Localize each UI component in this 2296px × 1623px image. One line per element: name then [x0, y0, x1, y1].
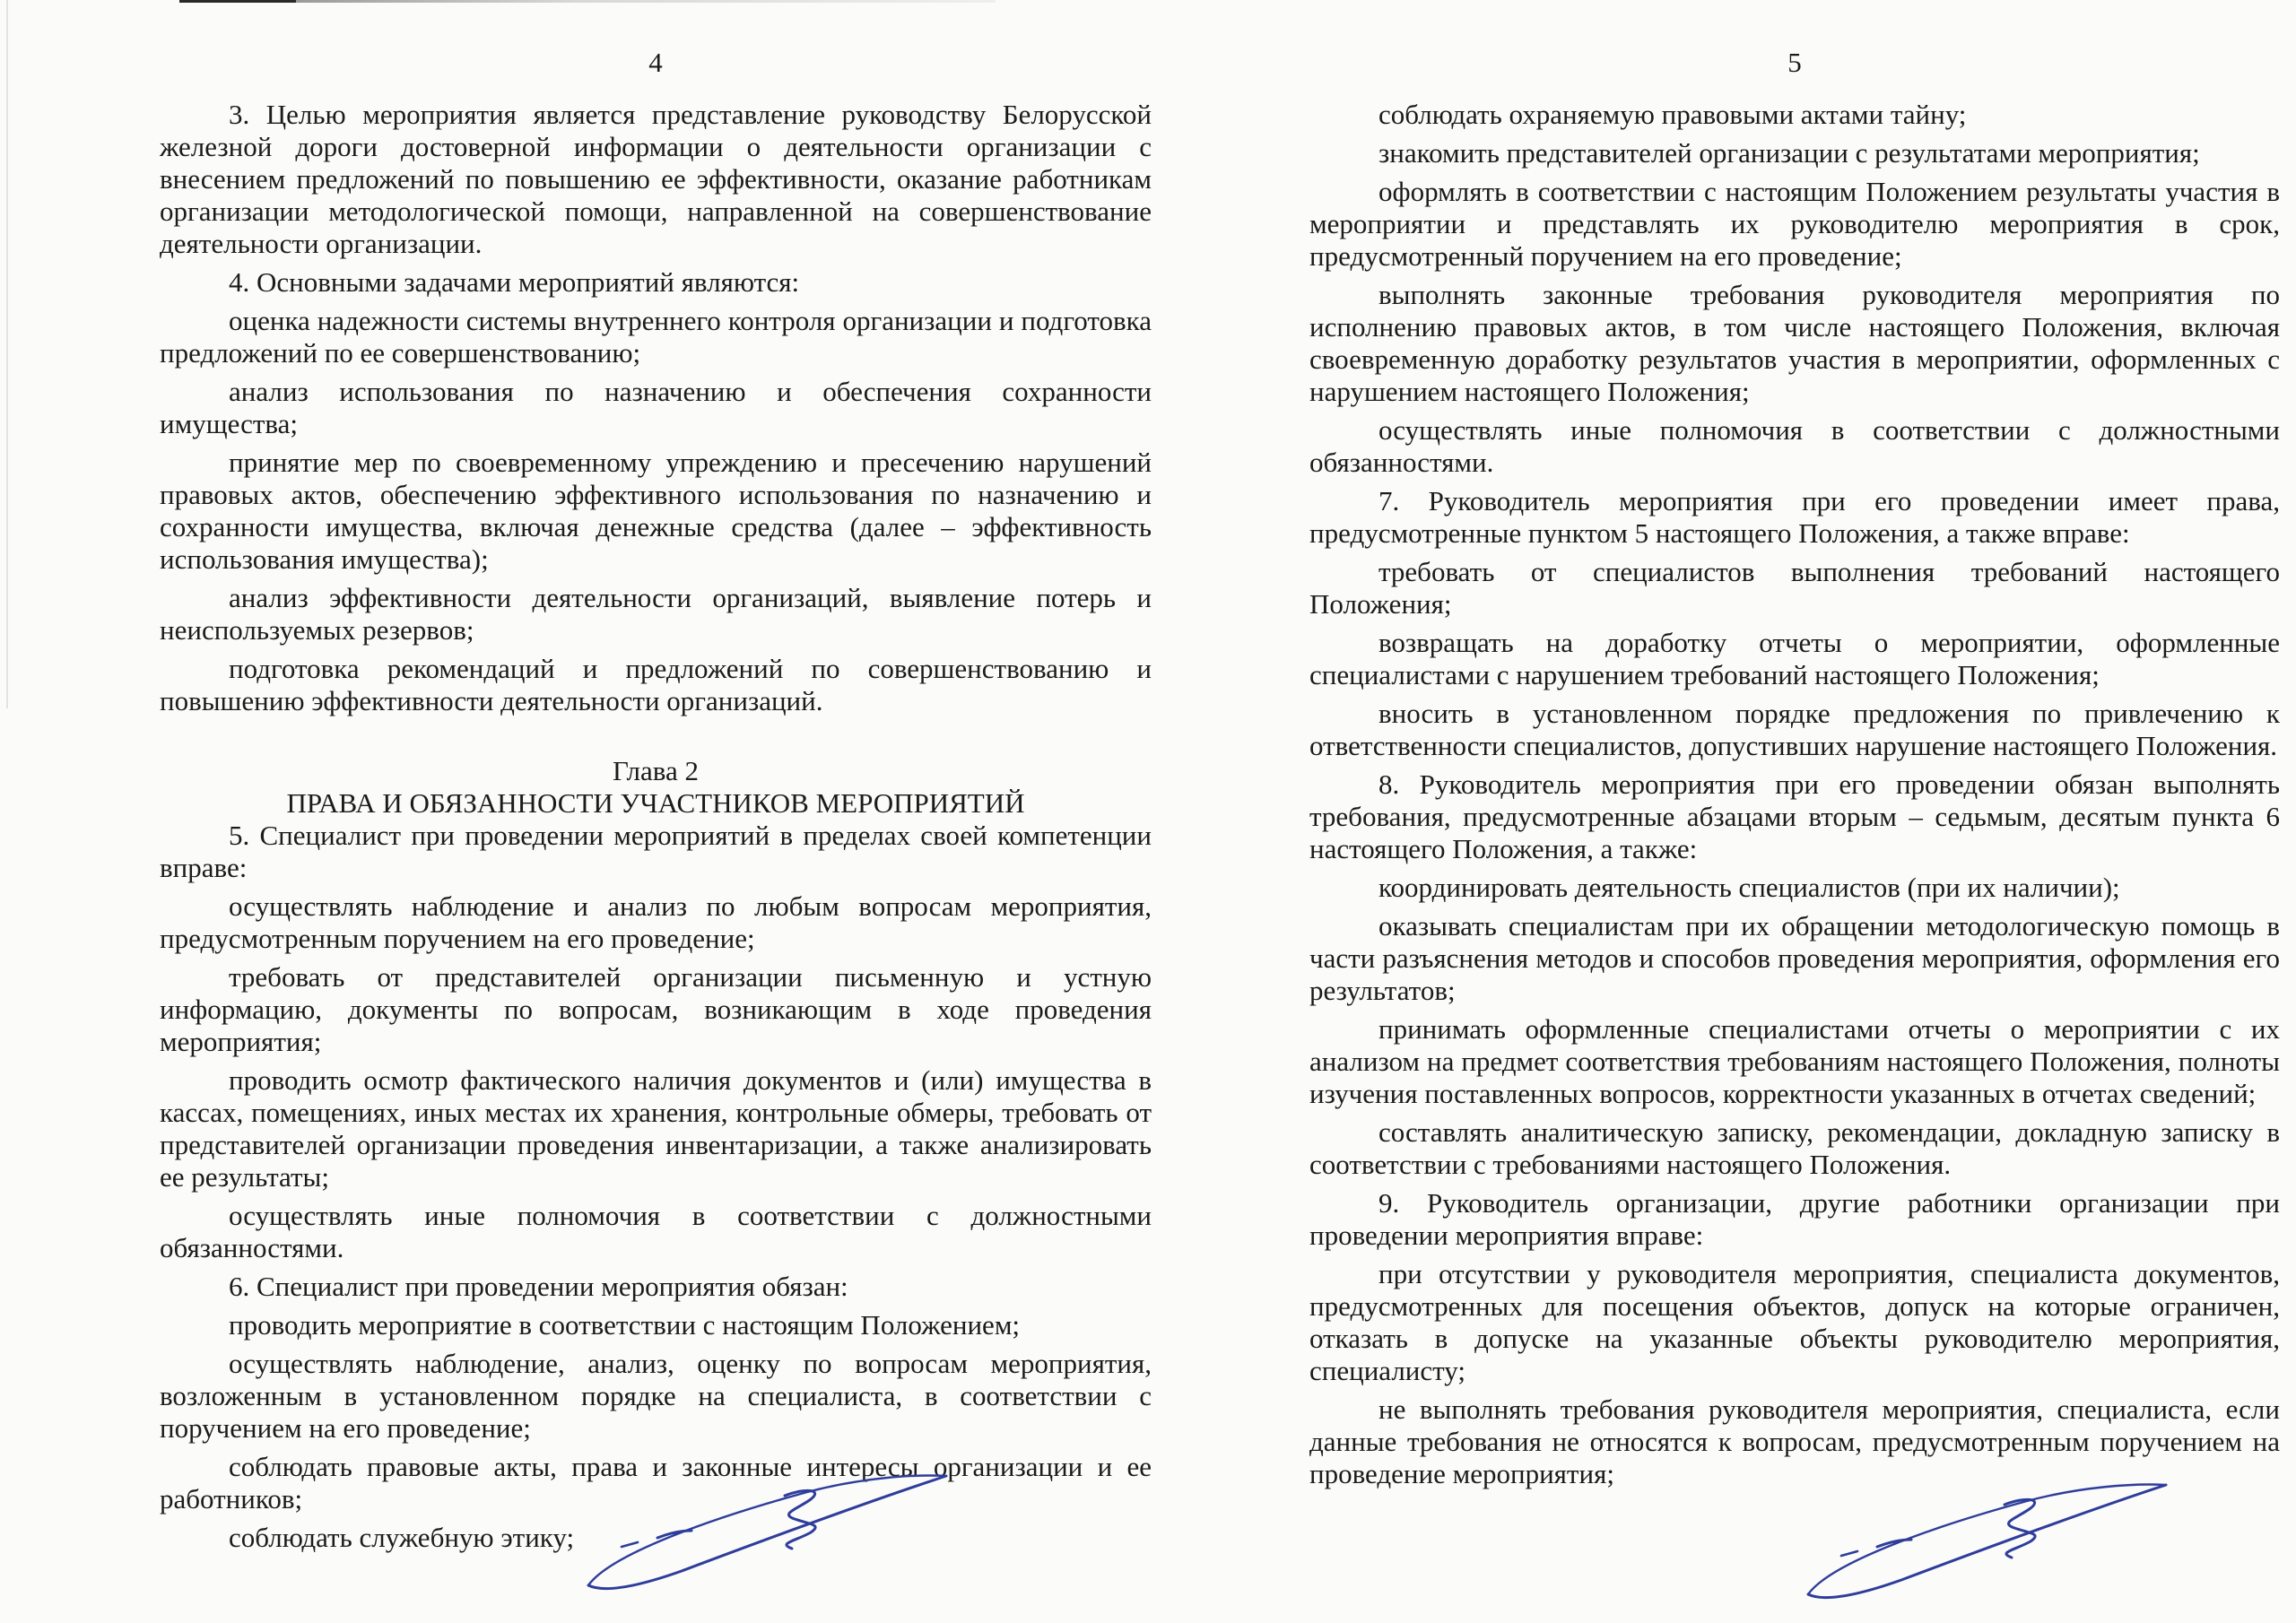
paragraph: требовать от представителей организации письменную и устную информацию, документы по вопросам, возникающим в ходе проведения мероприятия;	[160, 961, 1152, 1057]
paragraph: 3. Целью мероприятия является представление руководству Белорусской железной дороги достоверной информации о деятельности организации с внесением предложений по повышению ее эффективности, оказание работникам организации методологической помощи, направленной на совершенствование деятельности организации.	[160, 99, 1152, 259]
paragraph: 5. Специалист при проведении мероприятий в пределах своей компетенции вправе:	[160, 820, 1152, 883]
paragraph: принятие мер по своевременному упреждению и пресечению нарушений правовых актов, обеспечению эффективного использования по назначению и сохранности имущества, включая денежные средства (далее – эффективность использования имущества);	[160, 447, 1152, 575]
paragraph: оформлять в соответствии с настоящим Положением результаты участия в мероприятии и представлять их руководителю мероприятия в срок, предусмотренный поручением на его проведение;	[1309, 176, 2280, 272]
paragraph: осуществлять наблюдение, анализ, оценку по вопросам мероприятия, возложенным в установленном порядке на специалиста, в соответствии с поручением на его проведение;	[160, 1348, 1152, 1444]
paragraph: выполнять законные требования руководителя мероприятия по исполнению правовых актов, в том числе настоящего Положения, включая своевременную доработку результатов участия в мероприятии, оформленных с нарушением настоящего Положения;	[1309, 279, 2280, 407]
paragraph: 7. Руководитель мероприятия при его проведении имеет права, предусмотренные пунктом 5 настоящего Положения, а также вправе:	[1309, 485, 2280, 549]
paragraph: соблюдать правовые акты, права и законные интересы организации и ее работников;	[160, 1451, 1152, 1515]
paragraph: 9. Руководитель организации, другие работники организации при проведении мероприятия вправе:	[1309, 1187, 2280, 1251]
signature-ink	[574, 1449, 960, 1615]
chapter-heading: ПРАВА И ОБЯЗАННОСТИ УЧАСТНИКОВ МЕРОПРИЯТИЙ	[286, 787, 1025, 819]
paragraph: проводить осмотр фактического наличия документов и (или) имущества в кассах, помещениях, иных местах их хранения, контрольные обмеры, требовать от представителей организации проведения инвентаризации, а также анализировать ее результаты;	[160, 1064, 1152, 1193]
paragraph: подготовка рекомендаций и предложений по совершенствованию и повышению эффективности деятельности организаций.	[160, 653, 1152, 716]
paragraph: осуществлять иные полномочия в соответствии с должностными обязанностями.	[1309, 414, 2280, 478]
paragraph: 6. Специалист при проведении мероприятия обязан:	[229, 1271, 848, 1302]
paragraph: координировать деятельность специалистов (при их наличии);	[1378, 872, 2120, 903]
page-5	[1309, 47, 2280, 1497]
scan-artifact-left-fold	[6, 0, 8, 708]
paragraph: осуществлять иные полномочия в соответствии с должностными обязанностями.	[160, 1200, 1152, 1263]
page-number: 4	[648, 47, 663, 78]
paragraph: оказывать специалистам при их обращении методологическую помощь в части разъяснения методов и способов проведения мероприятия, оформления его результатов;	[1309, 910, 2280, 1006]
paragraph: 8. Руководитель мероприятия при его проведении обязан выполнять требования, предусмотренные абзацами вторым – седьмым, десятым пункта 6 настоящего Положения, а также:	[1309, 768, 2280, 864]
paragraph: оценка надежности системы внутреннего контроля организации и подготовка предложений по ее совершенствованию;	[160, 305, 1152, 369]
paragraph: анализ эффективности деятельности организаций, выявление потерь и неиспользуемых резервов;	[160, 582, 1152, 646]
paragraph: принимать оформленные специалистами отчеты о мероприятии с их анализом на предмет соответствия требованиям настоящего Положения, полноты изучения поставленных вопросов, корректности указанных в отчетах сведений;	[1309, 1013, 2280, 1109]
paragraph: вносить в установленном порядке предложения по привлечению к ответственности специалистов, допустивших нарушение настоящего Положения.	[1309, 698, 2280, 761]
paragraph: при отсутствии у руководителя мероприятия, специалиста документов, предусмотренных для посещения объектов, допуск на которые ограничен, отказать в допуске на указанные объекты руководителю мероприятия, специалисту;	[1309, 1258, 2280, 1386]
scan-artifact-top-edge	[179, 0, 298, 3]
scan-artifact-top-smudge	[296, 0, 996, 3]
paragraph: требовать от специалистов выполнения требований настоящего Положения;	[1309, 556, 2280, 620]
paragraph: не выполнять требования руководителя мероприятия, специалиста, если данные требования не относятся к вопросам, предусмотренным поручением на проведение мероприятия;	[1309, 1393, 2280, 1489]
paragraph: знакомить представителей организации с результатами мероприятия;	[1378, 137, 2200, 169]
signature-ink	[1794, 1458, 2179, 1623]
paragraph: осуществлять наблюдение и анализ по любым вопросам мероприятия, предусмотренным поручением на его проведение;	[160, 890, 1152, 954]
paragraph: 4. Основными задачами мероприятий являются:	[229, 266, 800, 298]
paragraph: анализ использования по назначению и обеспечения сохранности имущества;	[160, 376, 1152, 439]
page-number: 5	[1787, 47, 1802, 78]
paragraph: соблюдать служебную этику;	[229, 1522, 575, 1553]
paragraph: составлять аналитическую записку, рекомендации, докладную записку в соответствии с требованиями настоящего Положения.	[1309, 1116, 2280, 1180]
paragraph: соблюдать охраняемую правовыми актами тайну;	[1378, 99, 1967, 130]
page-4	[160, 47, 1152, 1560]
chapter-heading: Глава 2	[612, 755, 700, 786]
page-4-text	[160, 99, 1152, 1554]
paragraph: возвращать на доработку отчеты о мероприятии, оформленные специалистами с нарушением требований настоящего Положения;	[1309, 627, 2280, 690]
paragraph: проводить мероприятие в соответствии с настоящим Положением;	[229, 1309, 1021, 1341]
page-5-text	[1309, 99, 2280, 1490]
